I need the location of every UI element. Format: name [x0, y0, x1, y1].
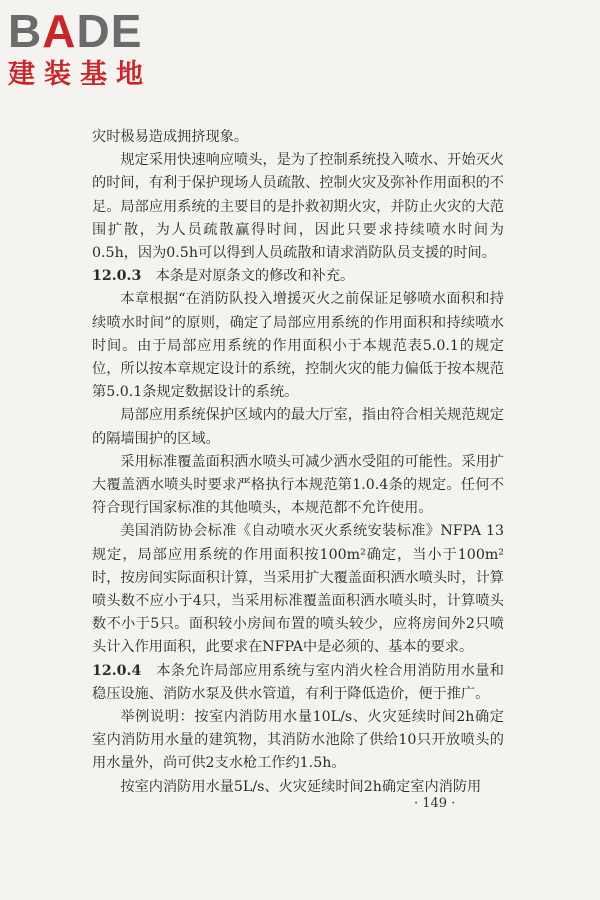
- logo-letters-de: DE: [76, 5, 143, 57]
- paragraph: [92, 520, 504, 659]
- logo-subtitle: 建装基地: [8, 59, 152, 90]
- clause-paragraph: [92, 265, 504, 288]
- paragraph-text: 美国消防协会标准《自动喷水灭火系统安装标准》NFPA 13规定，局部应用系统的作用面积按100m²确定，当小于100m²时，按房间实际面积计算，当采用扩大覆盖面积洒水喷头时，计算喷头数不应小于4只，当采用标准覆盖面积洒水喷头时，计算喷头数不小于5只。面积较小房间布置的喷头较少，应将房间外2只喷头计入作用面积，此要求在NFPA中是必须的、基本的要求。: [92, 523, 504, 656]
- paragraph-text: 局部应用系统保护区域内的最大厅室，指由符合相关规范规定的隔墙围护的区域。: [92, 407, 504, 447]
- paragraph: [92, 149, 504, 265]
- clause-number: 12.0.3: [92, 268, 142, 285]
- paragraph-text: 采用标准覆盖面积洒水喷头可减少洒水受阻的可能性。采用扩大覆盖洒水喷头时要求严格执行本规范第1.0.4条的规定。任何不符合现行国家标准的其他喷头，本规范都不允许使用。: [92, 453, 504, 517]
- body-text: [92, 126, 504, 799]
- bade-logo: [8, 6, 173, 92]
- paragraph-text: 规定采用快速响应喷头，是为了控制系统投入喷水、开始灭火的时间，有利于保护现场人员疏散、控制火灾及弥补作用面积的不足。局部应用系统的主要目的是扑救初期火灾，并防止火灾的大范围扩散，为人员疏散赢得时间，因此只要求持续喷水时间为0.5h，因为0.5h可以得到人员疏散和请求消防队员支援的时间。: [92, 152, 504, 262]
- clause-paragraph: [92, 660, 504, 706]
- clause-number: 12.0.4: [92, 662, 142, 679]
- paragraph-text: 本章根据“在消防队投入增援灭火之前保证足够喷水面积和持续喷水时间”的原则，确定了局部应用系统的作用面积和持续喷水时间。由于局部应用系统的作用面积小于本规范表5.0.1的规定位，所以按本章规定设计的系统，控制火灾的能力偏低于按本规范第5.0.1条规定数据设计的系统。: [92, 291, 504, 401]
- paragraph: [92, 451, 504, 521]
- paragraph: [92, 126, 504, 149]
- paragraph: [92, 288, 504, 404]
- paragraph-text: 按室内消防用水量5L/s、火灾延续时间2h确定室内消防用: [120, 778, 482, 795]
- paragraph-text: 举例说明：按室内消防用水量10L/s、火灾延续时间2h确定室内消防用水量的建筑物，其消防水池除了供给10只开放喷头的用水量外，尚可供2支水枪工作约1.5h。: [92, 709, 504, 772]
- logo-letter-b: B: [8, 5, 43, 57]
- paragraph-text: 本条允许局部应用系统与室内消火栓合用消防用水量和稳压设施、消防水泵及供水管道，有利于降低造价，便于推广。: [92, 662, 504, 702]
- page-number: · 149 ·: [414, 796, 456, 811]
- logo-wordmark: [8, 6, 173, 56]
- paragraph: [92, 404, 504, 450]
- paragraph-text: 本条是对原条文的修改和补充。: [141, 268, 355, 285]
- paragraph-text: 灾时极易造成拥挤现象。: [92, 129, 249, 145]
- paragraph: [92, 706, 504, 776]
- logo-letter-a: A: [42, 5, 77, 57]
